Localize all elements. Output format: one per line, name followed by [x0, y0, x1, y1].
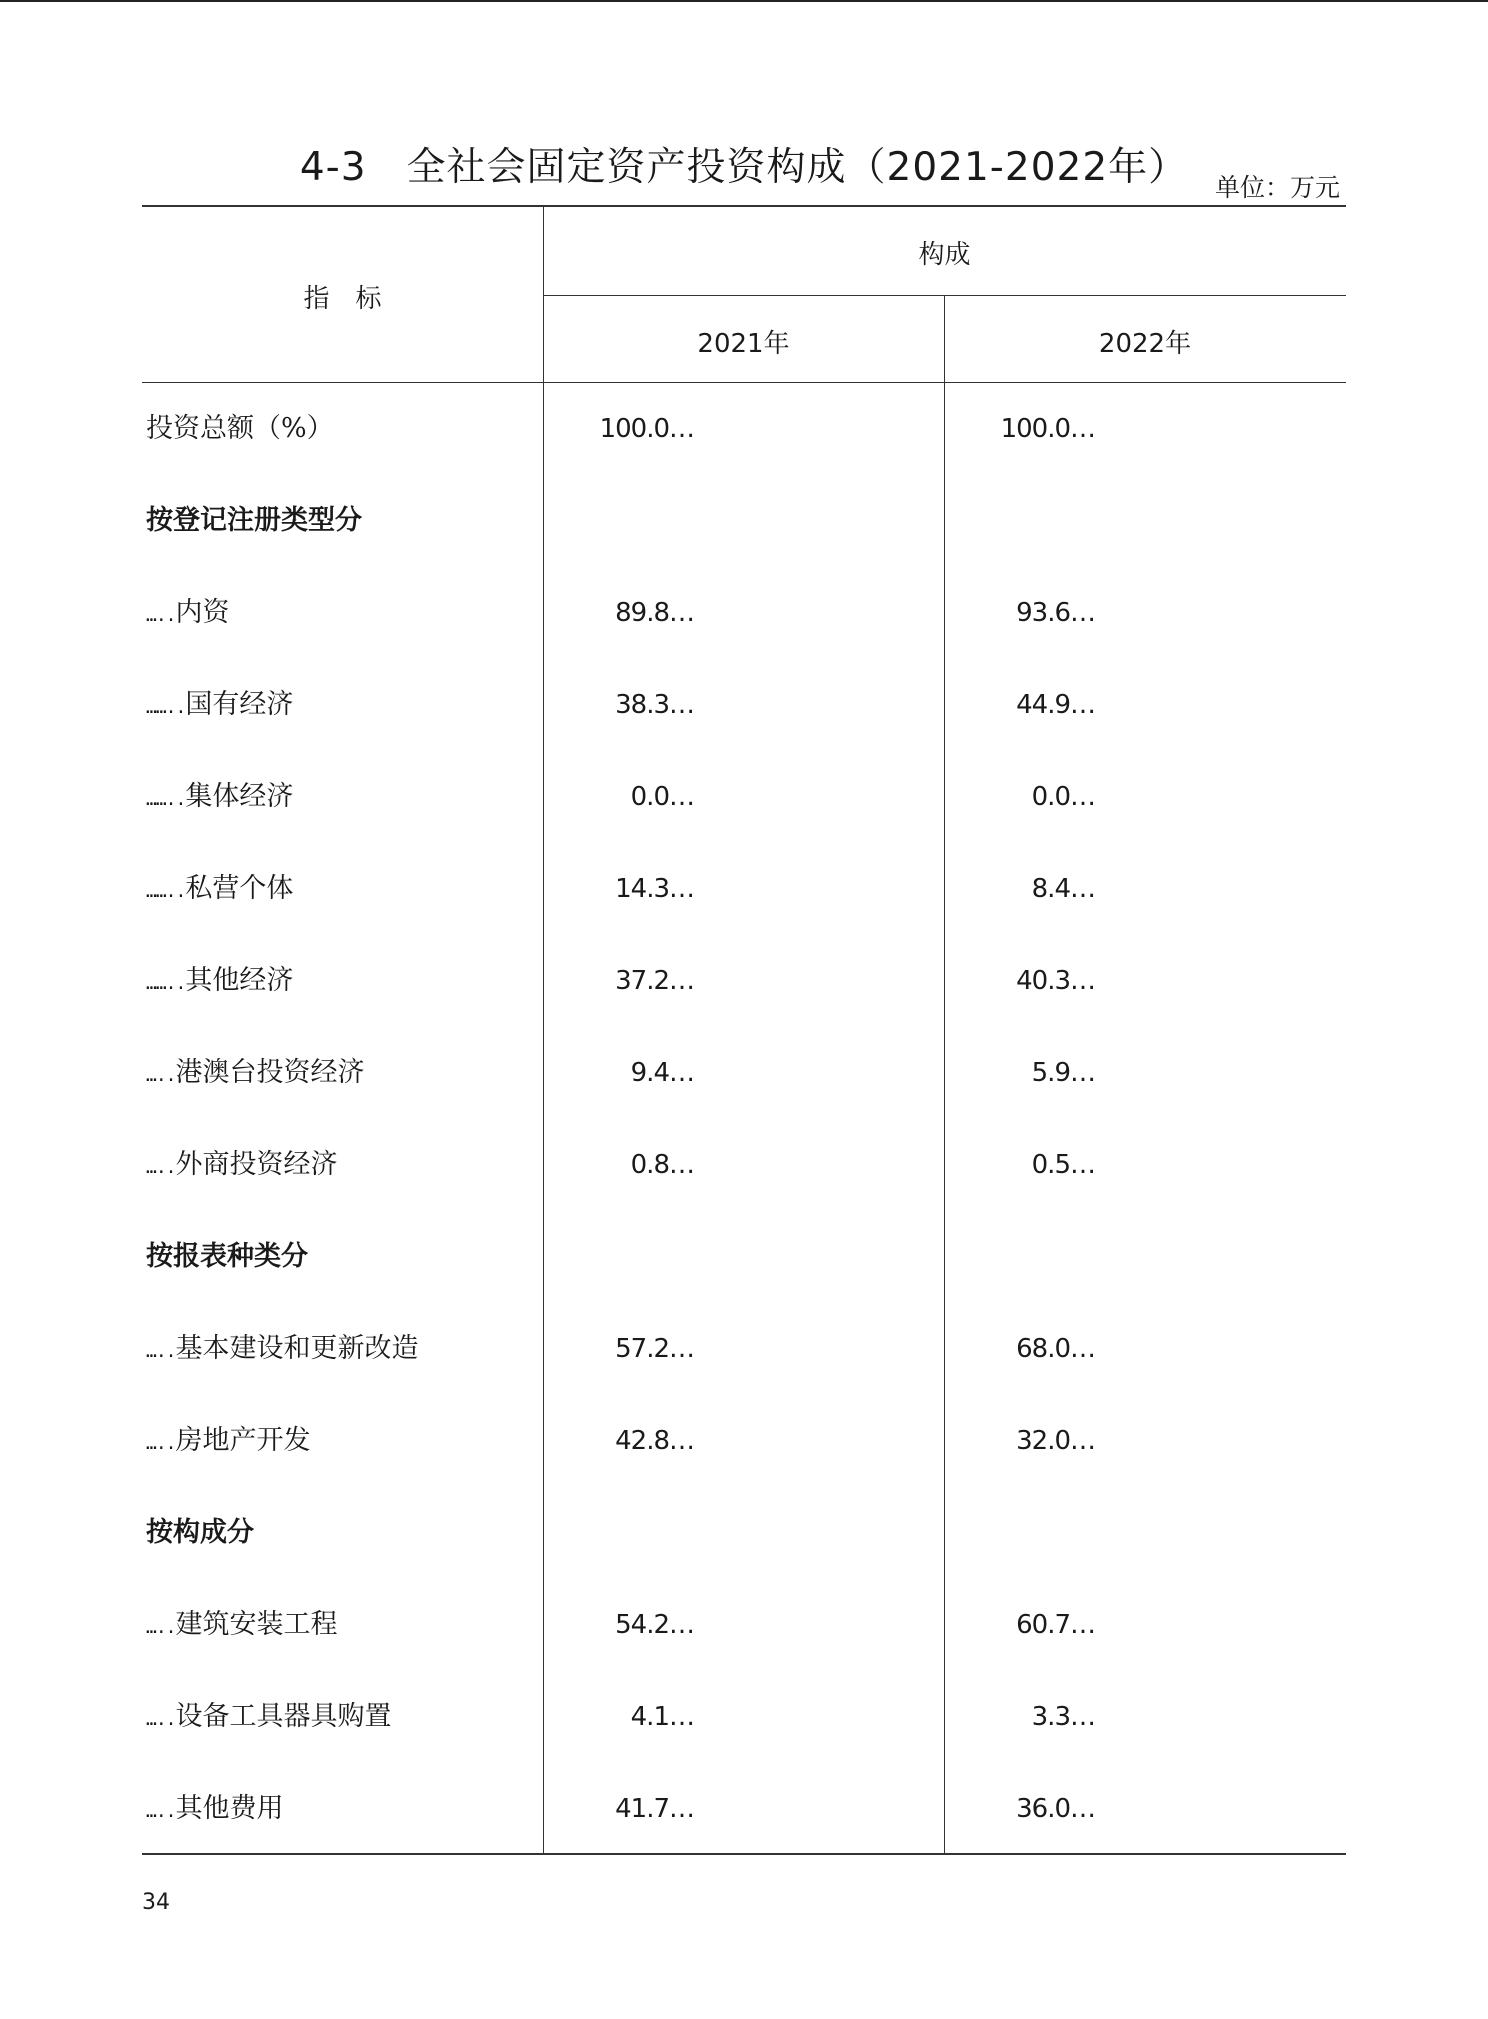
table-row: [142, 935, 1346, 1027]
table-row: [142, 567, 1346, 659]
row-label: [146, 1303, 419, 1395]
row-label-text: 外商投资经济: [175, 1149, 338, 1180]
row-leader-dots: …..: [146, 1433, 176, 1454]
row-label-text: 其他费用: [175, 1793, 284, 1824]
row-leader-dots: …..: [146, 1709, 176, 1730]
table-row: [142, 475, 1346, 567]
cell-2021: 100.0…: [599, 414, 694, 444]
row-label: [146, 659, 293, 751]
table-row: [142, 1579, 1346, 1671]
table-row: [142, 1027, 1346, 1119]
row-label: [146, 843, 293, 935]
row-label-text: 按报表种类分: [146, 1241, 308, 1272]
cell-2021: 14.3…: [615, 874, 694, 904]
cell-2022: [895, 1211, 1095, 1303]
row-label: [146, 1671, 392, 1763]
table-top-rule: [142, 205, 1346, 207]
table-row: [142, 1763, 1346, 1855]
cell-2022: 100.0…: [1000, 414, 1095, 444]
row-label: [146, 1119, 338, 1211]
row-label: [146, 1027, 365, 1119]
row-leader-dots: …..: [146, 1617, 176, 1638]
table-row: [142, 1303, 1346, 1395]
cell-2021: 42.8…: [615, 1426, 694, 1456]
row-label-text: 建筑安装工程: [175, 1609, 338, 1640]
header-group-composition: 构成: [918, 240, 971, 270]
cell-2022: 93.6…: [1016, 598, 1095, 628]
table-row: [142, 383, 1346, 475]
row-label-text: 设备工具器具购置: [175, 1701, 392, 1732]
cell-2021: [494, 1211, 694, 1303]
row-label: [146, 383, 334, 475]
table-row: [142, 1671, 1346, 1763]
row-label: [146, 1579, 338, 1671]
table-row: [142, 1211, 1346, 1303]
cell-2021: 89.8…: [615, 598, 694, 628]
cell-2022: 60.7…: [1016, 1610, 1095, 1640]
row-label-text: 国有经济: [185, 689, 294, 720]
row-leader-dots: …..: [146, 1065, 176, 1086]
row-leader-dots: …..: [146, 1157, 176, 1178]
header-indicator: 指 标: [303, 284, 382, 314]
section-heading: [146, 1211, 308, 1303]
row-leader-dots: ……..: [146, 881, 186, 902]
cell-2021: 54.2…: [615, 1610, 694, 1640]
row-label: [146, 935, 293, 1027]
row-label-text: 房地产开发: [175, 1425, 311, 1456]
cell-2022: [895, 475, 1095, 567]
row-label-text: 私营个体: [185, 873, 294, 904]
cell-2022: 3.3…: [1031, 1702, 1095, 1732]
page-number: 34: [142, 1890, 170, 1915]
row-leader-dots: ……..: [146, 697, 186, 718]
row-label: [146, 567, 230, 659]
row-label-text: 投资总额（%）: [146, 413, 334, 444]
cell-2021: [494, 1487, 694, 1579]
section-heading: [146, 475, 362, 567]
row-label-text: 集体经济: [185, 781, 294, 812]
row-leader-dots: …..: [146, 1801, 176, 1822]
cell-2022: 44.9…: [1016, 690, 1095, 720]
table-row: [142, 659, 1346, 751]
section-heading: [146, 1487, 254, 1579]
cell-2021: 0.0…: [630, 782, 694, 812]
row-label-text: 按构成分: [146, 1517, 254, 1548]
cell-2022: 5.9…: [1031, 1058, 1095, 1088]
row-leader-dots: ……..: [146, 973, 186, 994]
page-top-border: [0, 0, 1488, 2]
cell-2022: 8.4…: [1031, 874, 1095, 904]
cell-2022: 40.3…: [1016, 966, 1095, 996]
cell-2022: 0.0…: [1031, 782, 1095, 812]
cell-2021: 0.8…: [630, 1150, 694, 1180]
cell-2021: 38.3…: [615, 690, 694, 720]
table-row: [142, 1395, 1346, 1487]
header-col-2022: 2022年: [1098, 329, 1192, 359]
cell-2021: 37.2…: [615, 966, 694, 996]
table-row: [142, 1119, 1346, 1211]
table-row: [142, 751, 1346, 843]
table-title: 4-3 全社会固定资产投资构成（2021-2022年）: [299, 145, 1189, 190]
cell-2022: 68.0…: [1016, 1334, 1095, 1364]
cell-2021: 41.7…: [615, 1794, 694, 1824]
row-label-text: 其他经济: [185, 965, 294, 996]
table-row: [142, 1487, 1346, 1579]
cell-2021: 4.1…: [630, 1702, 694, 1732]
cell-2022: 0.5…: [1031, 1150, 1095, 1180]
cell-2021: [494, 475, 694, 567]
row-label: [146, 1395, 311, 1487]
table-row: [142, 843, 1346, 935]
header-col-2021: 2021年: [697, 329, 790, 359]
row-label-text: 基本建设和更新改造: [175, 1333, 419, 1364]
cell-2022: 32.0…: [1016, 1426, 1095, 1456]
cell-2021: 9.4…: [630, 1058, 694, 1088]
cell-2021: 57.2…: [615, 1334, 694, 1364]
row-label: [146, 751, 293, 843]
row-label-text: 港澳台投资经济: [175, 1057, 365, 1088]
row-label-text: 按登记注册类型分: [146, 505, 362, 536]
cell-2022: [895, 1487, 1095, 1579]
row-label: [146, 1763, 284, 1855]
unit-label: 单位：万元: [1214, 173, 1340, 202]
cell-2022: 36.0…: [1016, 1794, 1095, 1824]
row-label-text: 内资: [175, 597, 230, 628]
row-leader-dots: ……..: [146, 789, 186, 810]
row-leader-dots: …..: [146, 1341, 176, 1362]
row-leader-dots: …..: [146, 605, 176, 626]
